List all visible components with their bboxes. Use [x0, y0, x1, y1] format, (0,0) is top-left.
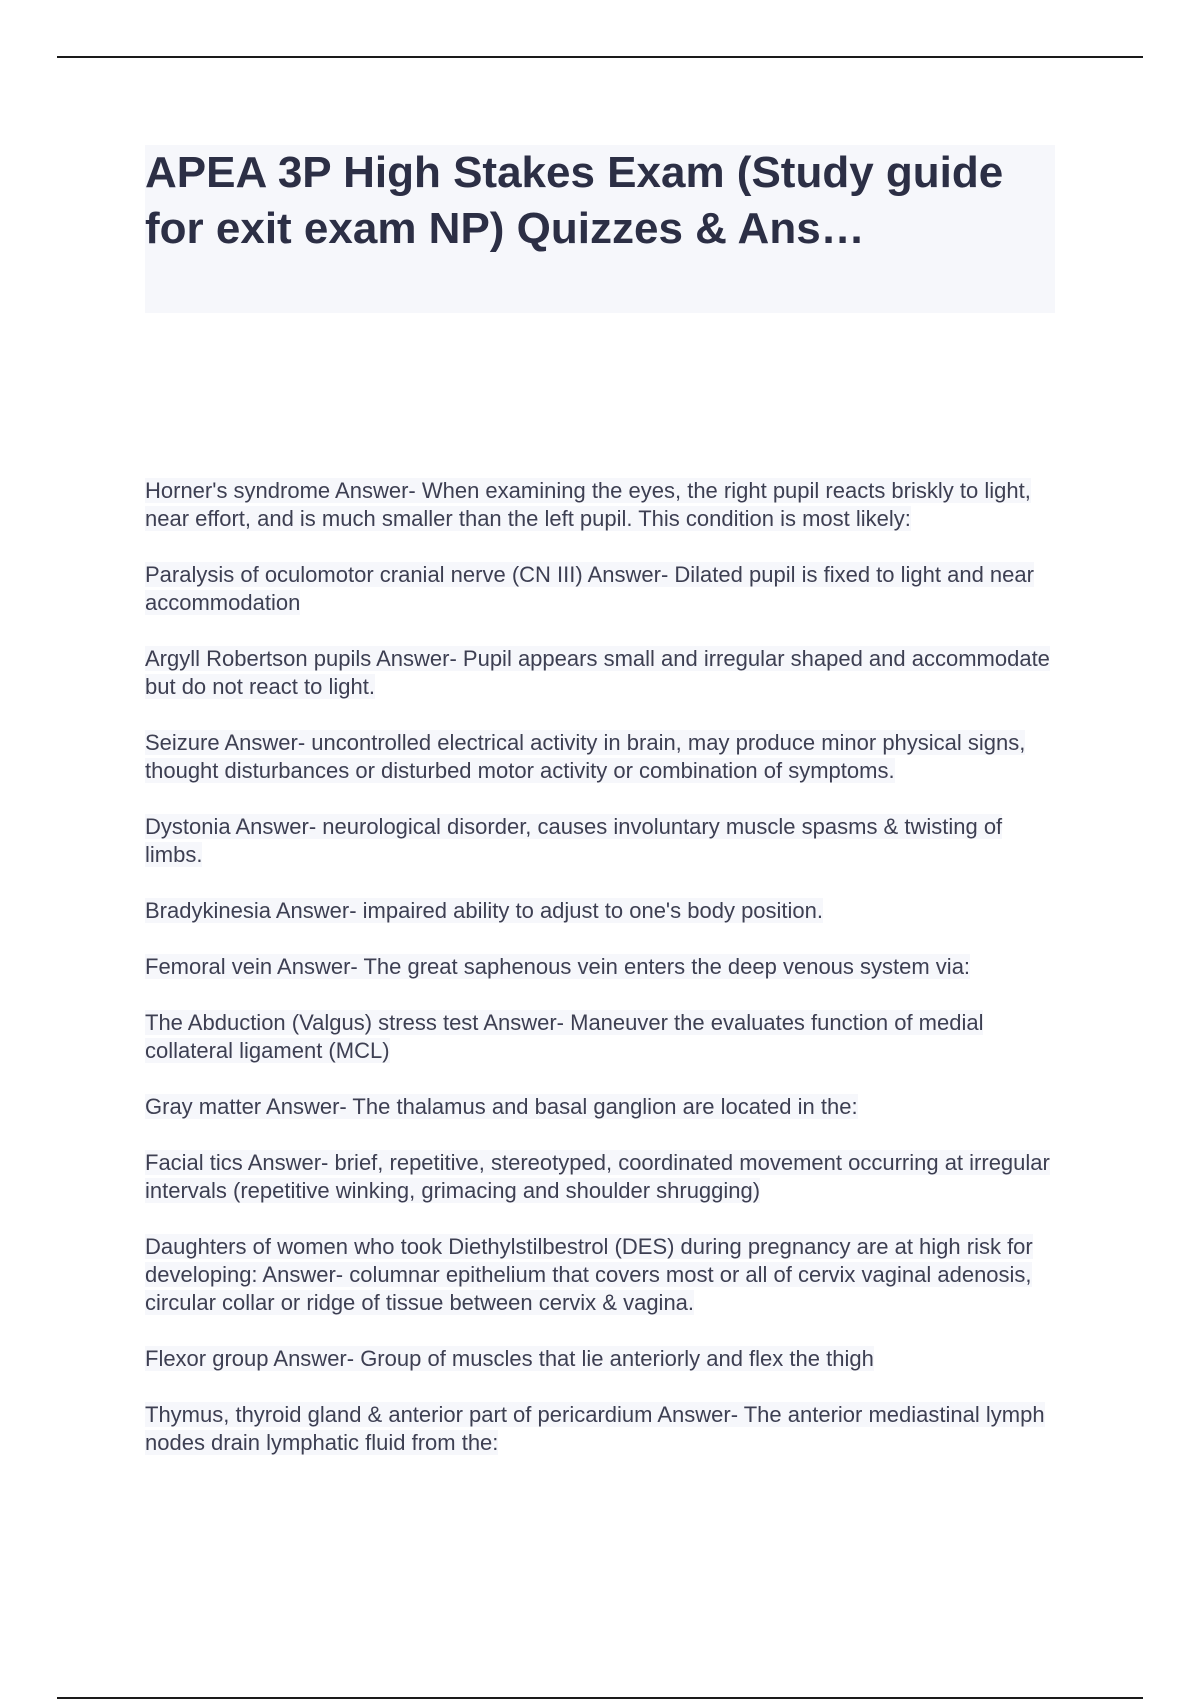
qa-item — [145, 1149, 1065, 1205]
qa-text: Facial tics Answer- brief, repetitive, stereotyped, coordinated movement occurring at irregular intervals (repetitive winking, grimacing and shoulder shrugging) — [145, 1150, 1050, 1203]
qa-item — [145, 645, 1065, 701]
qa-text: Argyll Robertson pupils Answer- Pupil appears small and irregular shaped and accommodate but do not react to light. — [145, 646, 1050, 699]
qa-text: Femoral vein Answer- The great saphenous vein enters the deep venous system via: — [145, 954, 971, 979]
qa-item — [145, 813, 1065, 869]
qa-item — [145, 1233, 1065, 1317]
qa-item — [145, 729, 1065, 785]
qa-item — [145, 477, 1065, 533]
qa-text: Gray matter Answer- The thalamus and basal ganglion are located in the: — [145, 1094, 858, 1119]
qa-text: Thymus, thyroid gland & anterior part of pericardium Answer- The anterior mediastinal lymph nodes drain lymphatic fluid from the: — [145, 1402, 1045, 1455]
qa-text: The Abduction (Valgus) stress test Answer- Maneuver the evaluates function of medial collateral ligament (MCL) — [145, 1010, 984, 1063]
qa-text: Dystonia Answer- neurological disorder, causes involuntary muscle spasms & twisting of limbs. — [145, 814, 1003, 867]
qa-item — [145, 561, 1065, 617]
bottom-divider — [57, 1697, 1143, 1699]
qa-text: Flexor group Answer- Group of muscles that lie anteriorly and flex the thigh — [145, 1346, 874, 1371]
qa-item — [145, 1345, 1065, 1373]
qa-item — [145, 1093, 1065, 1121]
qa-text: Daughters of women who took Diethylstilbestrol (DES) during pregnancy are at high risk for developing: Answer- columnar epithelium that covers most or all of cervix vaginal adenosis, circular collar or ridge of tissue between cervix & vagina. — [145, 1234, 1033, 1315]
qa-text: Bradykinesia Answer- impaired ability to adjust to one's body position. — [145, 898, 824, 923]
top-divider — [57, 56, 1143, 58]
title-block — [145, 145, 1055, 313]
qa-list — [145, 477, 1065, 1485]
qa-text: Horner's syndrome Answer- When examining the eyes, the right pupil reacts briskly to light, near effort, and is much smaller than the left pupil. This condition is most likely: — [145, 478, 1031, 531]
qa-text: Paralysis of oculomotor cranial nerve (CN III) Answer- Dilated pupil is fixed to light and near accommodation — [145, 562, 1034, 615]
qa-item — [145, 1009, 1065, 1065]
document-title: APEA 3P High Stakes Exam (Study guide for exit exam NP) Quizzes & Ans… — [145, 148, 1004, 253]
qa-item — [145, 953, 1065, 981]
qa-item — [145, 897, 1065, 925]
qa-item — [145, 1401, 1065, 1457]
qa-text: Seizure Answer- uncontrolled electrical activity in brain, may produce minor physical signs, thought disturbances or disturbed motor activity or combination of symptoms. — [145, 730, 1026, 783]
